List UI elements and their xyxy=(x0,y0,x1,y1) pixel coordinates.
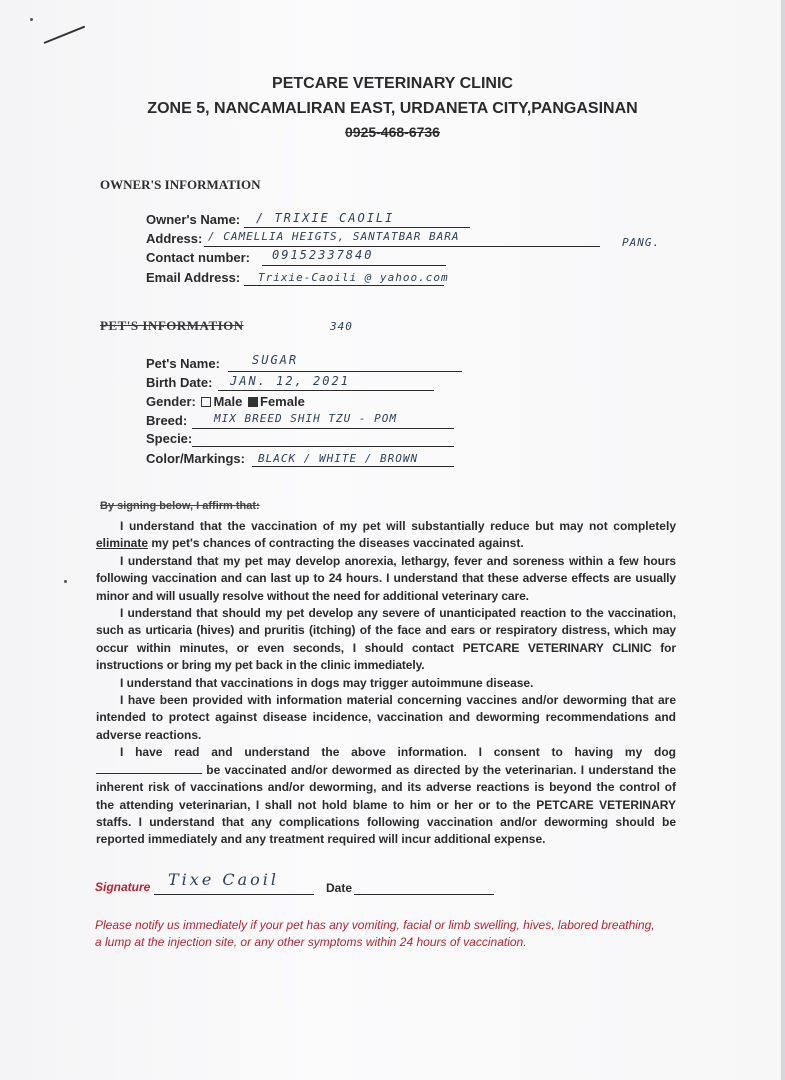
birth-date-line xyxy=(218,390,434,391)
breed-value[interactable]: MIX BREED SHIH TZU - POM xyxy=(214,412,397,425)
address-value[interactable]: / CAMELLIA HEIGTS, SANTATBAR BARA xyxy=(208,230,460,243)
specie-label: Specie: xyxy=(146,431,193,446)
address-line xyxy=(204,246,600,247)
handwritten-signature: Tixe Caoil xyxy=(168,870,280,889)
color-markings-value[interactable]: BLACK / WHITE / BROWN xyxy=(258,452,419,465)
consent-paragraph xyxy=(96,744,676,848)
color-markings-label: Color/Markings: xyxy=(146,451,245,466)
dog-name-blank[interactable] xyxy=(96,762,202,774)
breed-line xyxy=(192,428,454,429)
color-markings-line xyxy=(252,466,454,467)
clinic-address: ZONE 5, NANCAMALIRAN EAST, URDANETA CITY,PANGASINAN xyxy=(147,100,638,117)
male-option-label: Male xyxy=(213,394,243,409)
date-line[interactable] xyxy=(354,894,494,895)
email-line xyxy=(244,285,444,286)
owner-name-label: Owner's Name: xyxy=(146,212,241,227)
pet-name-label: Pet's Name: xyxy=(146,356,220,371)
affirmation-paragraph: I understand that my pet may develop anorexia, lethargy, fever and soreness within a few hours following vaccination and can last up to 24 hours. I understand that these adverse effects are usually minor and will usually resolve without the need for additional veterinary care. xyxy=(96,553,676,603)
email-value[interactable]: Trixie-Caoili @ yahoo.com xyxy=(258,271,449,284)
gender-row xyxy=(146,394,305,409)
pet-name-line xyxy=(228,371,462,372)
eliminate-emphasis: eliminate xyxy=(96,536,149,551)
speck xyxy=(64,580,67,583)
specie-line[interactable] xyxy=(192,446,454,447)
owner-name-line xyxy=(244,227,470,228)
affirmation-body xyxy=(96,518,676,849)
affirmation-paragraph: I have been provided with information material concerning vaccines and/or deworming that are intended to protect against disease incidence, vaccination and deworming recommendations and adverse reactions. xyxy=(96,693,676,742)
paragraph-text: be vaccinated and/or dewormed as directed by the veterinarian. I understand the inherent risk of vaccinations and/or deworming, and its adverse reactions is beyond the control of the attending veterinarian, I shall not hold blame to him or her or to the PETCARE VETERINARY staffs. I understand that any complications following vaccination and/or deworming should be reported immediately and any treatment required will incur additional expense. xyxy=(96,762,676,847)
affirmation-paragraph xyxy=(96,518,676,553)
birth-date-value[interactable]: JAN. 12, 2021 xyxy=(230,374,350,388)
paragraph-text: I have read and understand the above information. I consent to having my dog xyxy=(120,745,676,760)
owner-section-heading: OWNER'S INFORMATION xyxy=(100,177,261,192)
notice-text: Please notify us immediately if your pet has any vomiting, facial or limb swelling, hives, labored breathing, a lump at the injection site, or any other symptoms within 24 hours of vaccination. xyxy=(95,918,655,949)
paragraph-text: my pet's chances of contracting the diseases vaccinated against. xyxy=(148,536,524,551)
page-edge xyxy=(781,0,785,1080)
female-checkbox[interactable] xyxy=(248,397,258,407)
address-label: Address: xyxy=(146,231,203,246)
affirmation-title: By signing below, I affirm that: xyxy=(100,500,260,512)
pen-stroke-mark xyxy=(44,26,86,44)
contact-label: Contact number: xyxy=(146,250,250,265)
signature-line[interactable] xyxy=(154,894,314,895)
pet-section-heading: PET'S INFORMATION xyxy=(100,318,244,333)
email-label: Email Address: xyxy=(146,270,241,285)
affirmation-paragraph: I understand that vaccinations in dogs may trigger autoimmune disease. xyxy=(120,675,534,690)
contact-line xyxy=(262,265,446,266)
affirmation-paragraph: I understand that should my pet develop any severe of unanticipated reaction to the vaccination, such as urticaria (hives) and pruritis (itching) of the face and ears or respiratory distress, which may occur within minutes, or even seconds, I should contact PETCARE VETERINARY CLINIC for instructions or bring my pet back in the clinic immediately. xyxy=(96,606,676,673)
female-option-label: Female xyxy=(260,394,305,409)
margin-note: 340 xyxy=(330,320,353,333)
male-checkbox[interactable] xyxy=(201,397,211,407)
clinic-name: PETCARE VETERINARY CLINIC xyxy=(272,75,513,92)
date-label: Date xyxy=(326,881,353,895)
signature-label: Signature xyxy=(95,880,151,894)
gender-label: Gender: xyxy=(146,394,196,409)
breed-label: Breed: xyxy=(146,413,188,428)
birth-date-label: Birth Date: xyxy=(146,375,213,390)
owner-name-value[interactable]: / TRIXIE CAOILI xyxy=(256,211,395,225)
pet-name-value[interactable]: SUGAR xyxy=(252,353,299,367)
address-tail: PANG. xyxy=(622,236,661,249)
clinic-phone: 0925-468-6736 xyxy=(345,124,440,140)
speck xyxy=(30,18,33,21)
paragraph-text: I understand that the vaccination of my pet will substantially reduce but may not completely xyxy=(120,519,676,533)
contact-value[interactable]: 09152337840 xyxy=(272,248,374,262)
